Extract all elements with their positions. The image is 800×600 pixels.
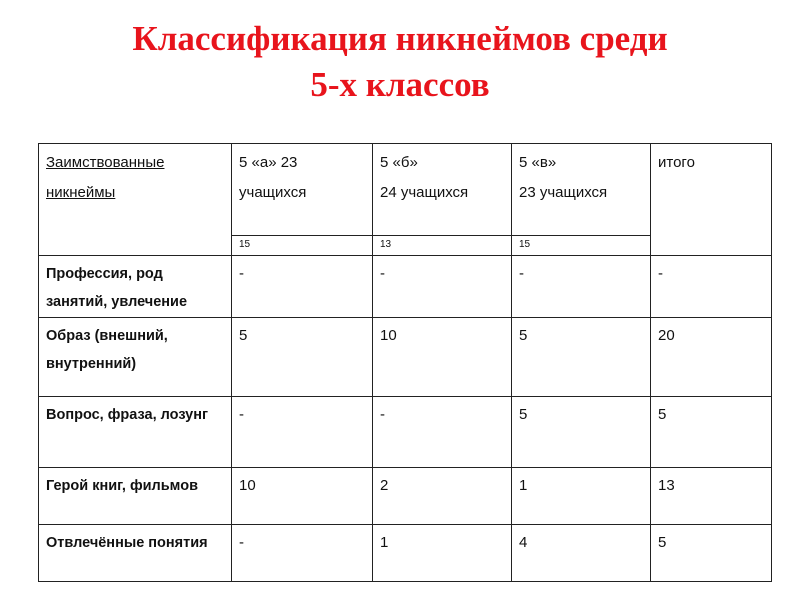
cell-5a: - — [232, 256, 373, 318]
subheader-5v: 15 — [512, 236, 651, 256]
table-header-row — [39, 144, 772, 236]
cell-5v: 4 — [512, 525, 651, 582]
cell-5b: 2 — [373, 468, 512, 525]
row-label: Герой книг, фильмов — [39, 468, 232, 525]
page-title — [0, 16, 800, 108]
row-label: Вопрос, фраза, лозунг — [39, 397, 232, 468]
header-class-5v — [512, 144, 651, 236]
header-class-5a — [232, 144, 373, 236]
table-row — [39, 468, 772, 525]
title-line-1: Классификация никнеймов среди — [132, 19, 668, 58]
table-row — [39, 256, 772, 318]
row-label: Образ (внешний, внутренний) — [39, 318, 232, 397]
cell-5b: - — [373, 397, 512, 468]
header-class-5v-line1: 5 «в» — [519, 154, 557, 171]
cell-5v: 1 — [512, 468, 651, 525]
header-class-5a-line2: учащихся — [239, 184, 307, 201]
cell-5b: 10 — [373, 318, 512, 397]
row-label: Отвлечённые понятия — [39, 525, 232, 582]
header-class-5v-line2: 23 учащихся — [519, 184, 608, 201]
cell-5a: - — [232, 525, 373, 582]
cell-total: 5 — [651, 397, 772, 468]
cell-total: 13 — [651, 468, 772, 525]
title-line-2: 5-х классов — [310, 65, 490, 104]
nickname-table-container — [38, 143, 772, 582]
table-row — [39, 318, 772, 397]
header-borrowed-nicknames: Заимствованные никнеймы — [39, 144, 232, 256]
cell-total: - — [651, 256, 772, 318]
cell-5a: 10 — [232, 468, 373, 525]
cell-5v: 5 — [512, 397, 651, 468]
header-class-5b — [373, 144, 512, 236]
cell-5a: 5 — [232, 318, 373, 397]
cell-5a: - — [232, 397, 373, 468]
header-total: итого — [651, 144, 772, 256]
header-class-5b-line1: 5 «б» — [380, 154, 418, 171]
subheader-5a: 15 — [232, 236, 373, 256]
cell-5b: 1 — [373, 525, 512, 582]
table-row — [39, 397, 772, 468]
header-class-5b-line2: 24 учащихся — [380, 184, 469, 201]
row-label: Профессия, род занятий, увлечение — [39, 256, 232, 318]
cell-5b: - — [373, 256, 512, 318]
cell-total: 5 — [651, 525, 772, 582]
header-class-5a-line1: 5 «а» 23 — [239, 154, 298, 171]
table-row — [39, 525, 772, 582]
nickname-classification-table — [38, 143, 772, 582]
subheader-5b: 13 — [373, 236, 512, 256]
cell-total: 20 — [651, 318, 772, 397]
cell-5v: 5 — [512, 318, 651, 397]
cell-5v: - — [512, 256, 651, 318]
